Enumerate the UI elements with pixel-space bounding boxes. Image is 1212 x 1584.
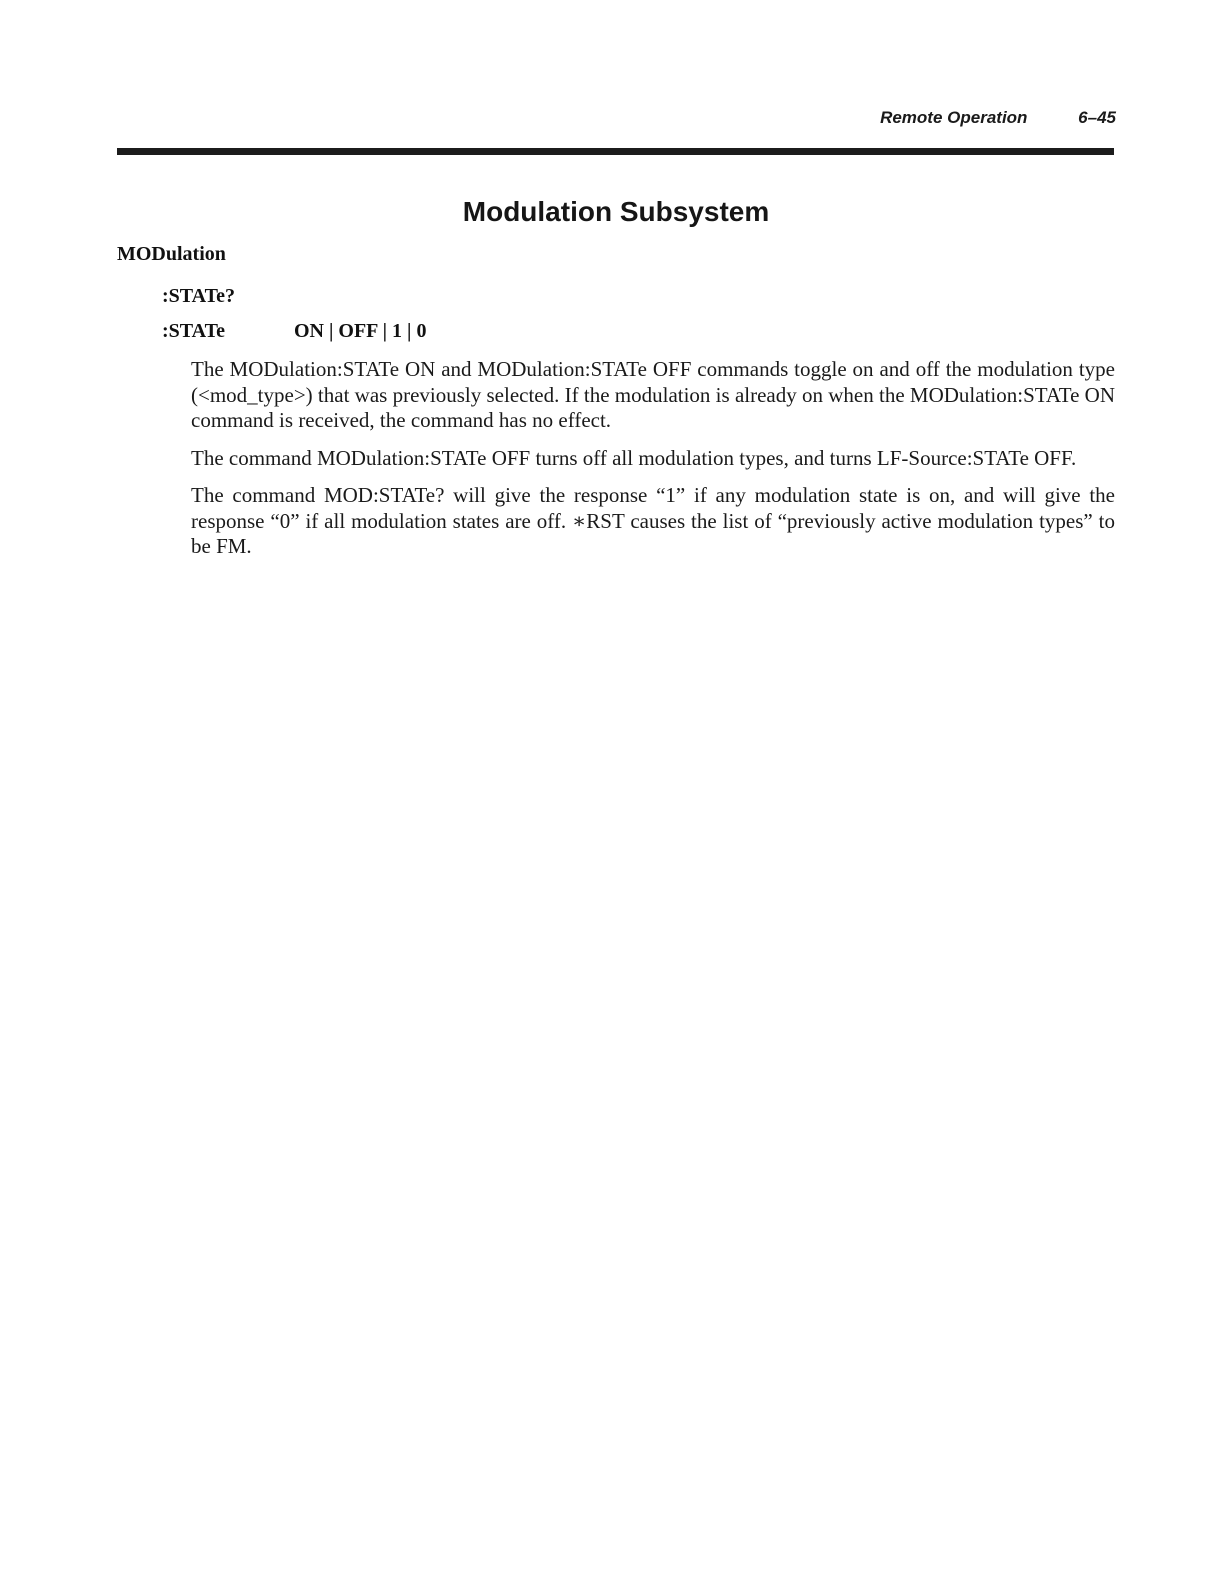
paragraph-state-toggle: The MODulation:STATe ON and MODulation:STATe OFF commands toggle on and off the modulation type (<mod_type>) that was previously selected. If the modulation is already on when the MODulation:STATe ON command is received, the command has no effect. (191, 357, 1115, 432)
paragraph-state-off: The command MODulation:STATe OFF turns off all modulation types, and turns LF-Source:STATe OFF. (191, 445, 1077, 470)
header-page-number: 6–45 (1078, 108, 1116, 127)
command-state-set-label: :STATe (162, 320, 225, 342)
header-section-name: Remote Operation (880, 108, 1028, 127)
command-state-set (162, 320, 427, 343)
page-title: Modulation Subsystem (462, 196, 770, 227)
header-rule (117, 148, 1114, 155)
command-state-query: :STATe? (162, 285, 235, 307)
description-body (191, 357, 1115, 572)
paragraph-state-query: The command MOD:STATe? will give the response “1” if any modulation state is on, and will give the response “0” if all modulation states are off. ∗RST causes the list of “previously active modulation types” to be FM. (191, 483, 1115, 558)
command-root: MODulation (117, 243, 226, 265)
running-header (516, 108, 1116, 128)
command-state-params: ON | OFF | 1 | 0 (294, 320, 427, 342)
